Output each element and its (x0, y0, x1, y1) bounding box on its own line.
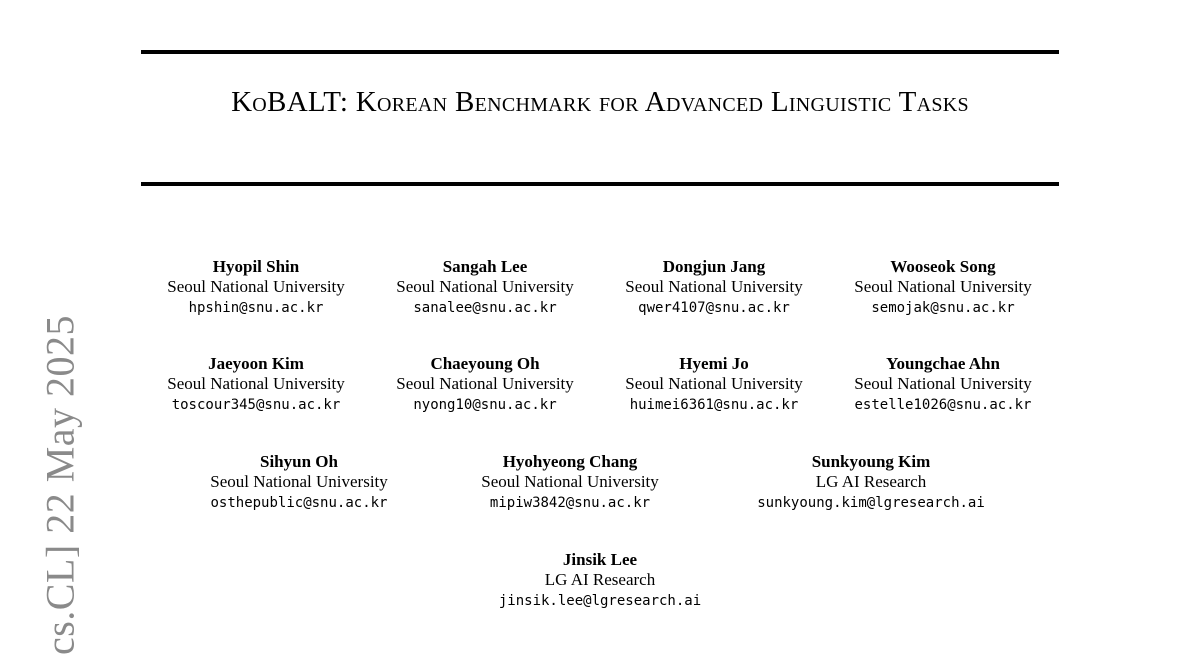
author-affiliation: Seoul National University (396, 277, 574, 296)
author-affiliation: LG AI Research (815, 472, 927, 491)
author-affiliation: Seoul National University (396, 374, 574, 393)
author-name: Hyopil Shin (212, 257, 300, 276)
paper-title: KoBALT: Korean Benchmark for Advanced Linguistic Tasks (231, 86, 969, 118)
author-affiliation: Seoul National University (625, 374, 803, 393)
author-name: Hyemi Jo (679, 354, 749, 373)
author-email[interactable]: qwer4107@snu.ac.kr (638, 300, 790, 316)
author-name: Chaeyoung Oh (430, 354, 540, 373)
author-affiliation: Seoul National University (854, 374, 1032, 393)
author-name: Sihyun Oh (260, 452, 338, 471)
author-email[interactable]: osthepublic@snu.ac.kr (210, 495, 388, 511)
author-email[interactable]: toscour345@snu.ac.kr (171, 397, 341, 413)
author-affiliation: Seoul National University (167, 374, 345, 393)
author-email[interactable]: huimei6361@snu.ac.kr (629, 397, 799, 413)
author-name: Hyohyeong Chang (502, 452, 638, 471)
author-block (499, 549, 701, 612)
author-name: Jinsik Lee (562, 550, 638, 569)
author-affiliation: Seoul National University (625, 277, 803, 296)
arxiv-identifier-stamp: cs.CL] 22 May 2025 (37, 314, 83, 655)
author-email[interactable]: nyong10@snu.ac.kr (413, 397, 557, 413)
author-block (625, 353, 803, 416)
author-block (625, 256, 803, 319)
author-email[interactable]: sanalee@snu.ac.kr (413, 300, 557, 316)
author-email[interactable]: sunkyoung.kim@lgresearch.ai (757, 495, 985, 511)
author-block (757, 451, 985, 514)
author-email[interactable]: mipiw3842@snu.ac.kr (489, 495, 651, 511)
author-name: Wooseok Song (890, 257, 996, 276)
author-affiliation: LG AI Research (544, 570, 656, 589)
author-affiliation: Seoul National University (481, 472, 659, 491)
author-email[interactable]: hpshin@snu.ac.kr (188, 300, 324, 316)
author-affiliation: Seoul National University (167, 277, 345, 296)
author-block (167, 256, 345, 319)
author-block (854, 353, 1032, 416)
author-email[interactable]: estelle1026@snu.ac.kr (854, 397, 1032, 413)
author-name: Sangah Lee (442, 257, 528, 276)
author-name: Youngchae Ahn (886, 354, 1000, 373)
author-block (481, 451, 659, 514)
author-name: Jaeyoon Kim (208, 354, 304, 373)
author-name: Dongjun Jang (662, 257, 766, 276)
author-name: Sunkyoung Kim (811, 452, 931, 471)
author-email[interactable]: jinsik.lee@lgresearch.ai (498, 593, 702, 609)
author-block (396, 256, 574, 319)
title-bottom-rule (141, 182, 1059, 186)
author-block (396, 353, 574, 416)
author-affiliation: Seoul National University (210, 472, 388, 491)
author-email[interactable]: semojak@snu.ac.kr (871, 300, 1015, 316)
author-block (854, 256, 1032, 319)
author-block (167, 353, 345, 416)
author-block (210, 451, 388, 514)
author-affiliation: Seoul National University (854, 277, 1032, 296)
title-top-rule (141, 50, 1059, 54)
